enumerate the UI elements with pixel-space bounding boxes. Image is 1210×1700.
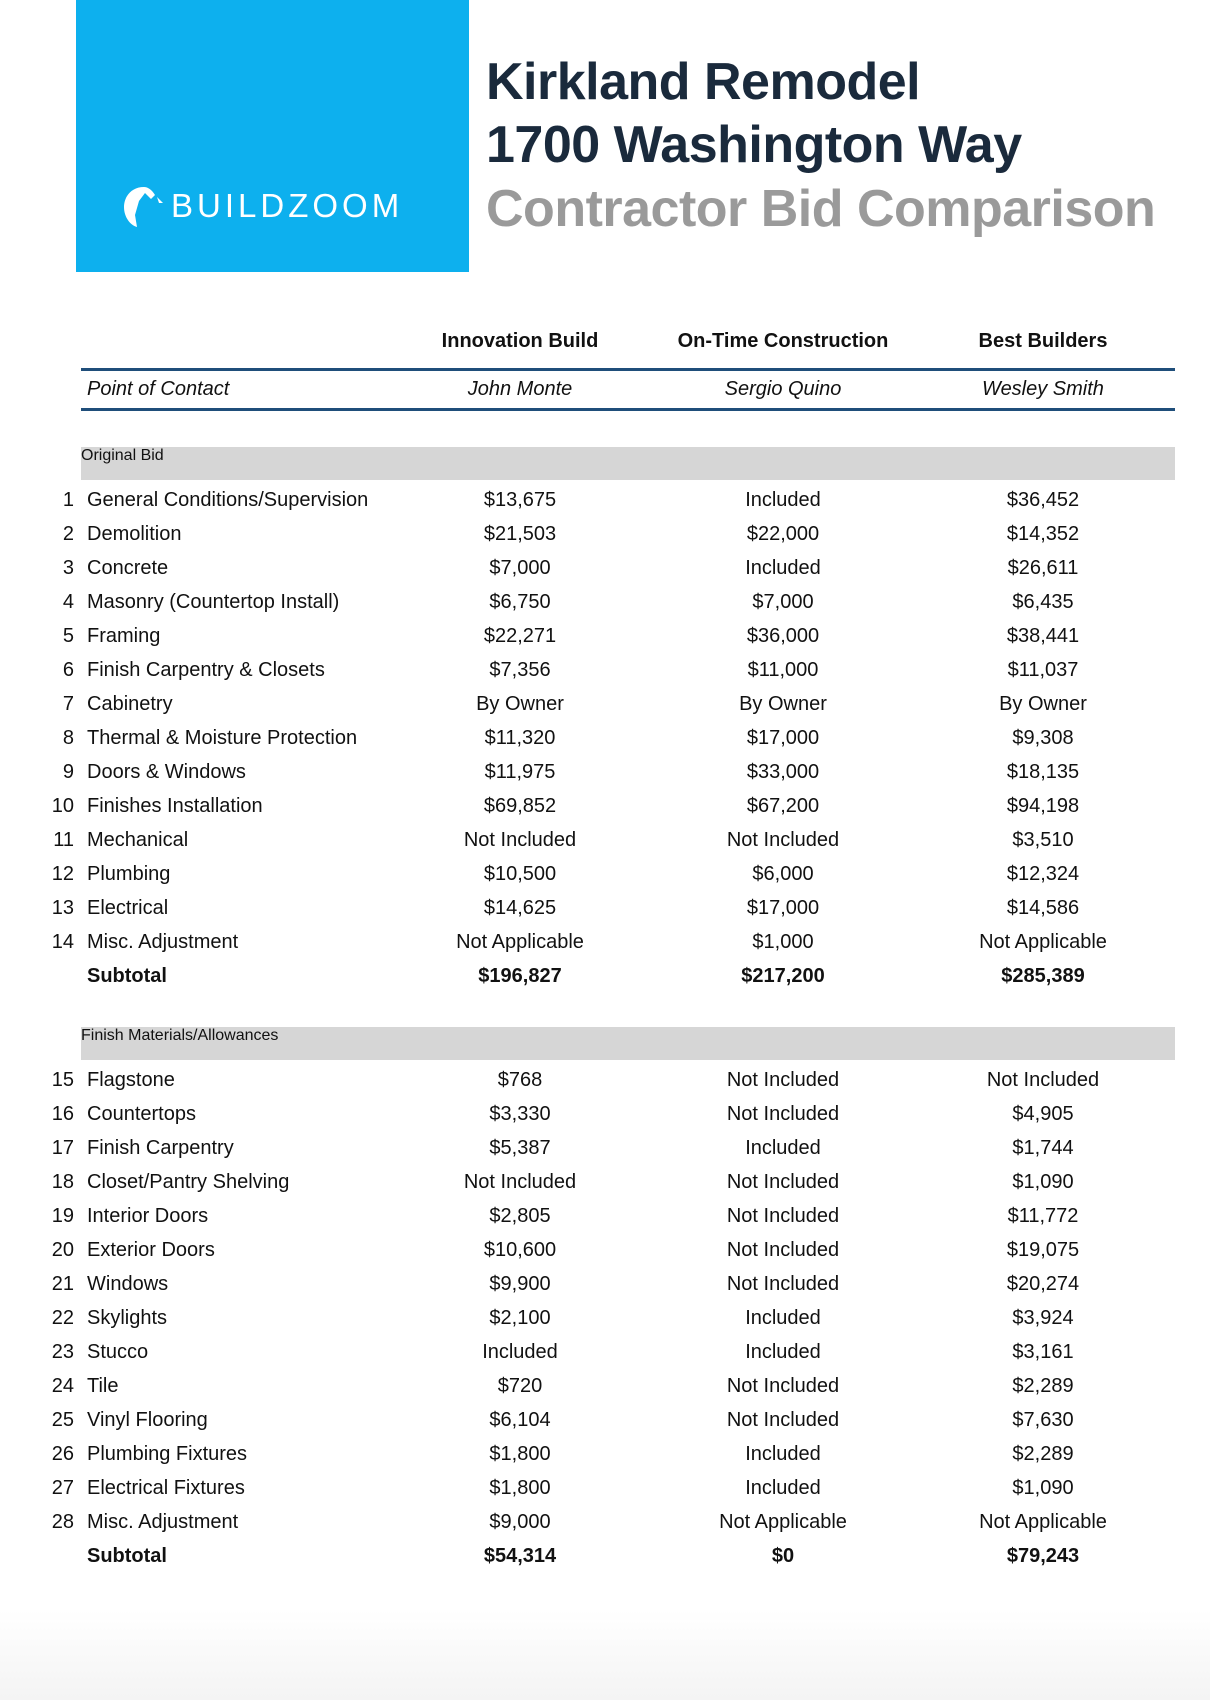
table-row — [0, 1301, 1210, 1335]
row-value-contractor-2: Not Included — [726, 1069, 840, 1091]
row-value-contractor-3: $3,924 — [1012, 1307, 1074, 1329]
row-value-contractor-3: $11,037 — [1007, 659, 1079, 681]
row-number: 10 — [51, 795, 74, 817]
row-value-contractor-2: Included — [745, 489, 821, 511]
header-rule-bottom — [81, 408, 1175, 411]
brand-logo-block — [76, 0, 469, 272]
row-value-contractor-3: $9,308 — [1012, 727, 1074, 749]
row-number: 14 — [51, 931, 74, 953]
row-label: Tile — [87, 1375, 119, 1397]
table-row — [0, 619, 1210, 653]
subtotal-contractor-2: $217,200 — [741, 965, 825, 987]
row-value-contractor-3: By Owner — [999, 693, 1087, 715]
row-value-contractor-3: $2,289 — [1012, 1443, 1074, 1465]
section-header — [81, 447, 1175, 480]
table-row — [0, 517, 1210, 551]
row-number: 15 — [51, 1069, 74, 1091]
row-value-contractor-3: $36,452 — [1006, 489, 1080, 511]
row-label: General Conditions/Supervision — [87, 489, 369, 511]
row-value-contractor-2: Not Included — [726, 1273, 840, 1295]
row-label: Countertops — [87, 1103, 196, 1125]
row-number: 28 — [51, 1511, 74, 1533]
table-row — [0, 1233, 1210, 1267]
table-row — [0, 891, 1210, 925]
row-value-contractor-1: $2,805 — [489, 1205, 551, 1227]
table-row — [0, 1505, 1210, 1539]
table-row — [0, 823, 1210, 857]
table-row — [0, 551, 1210, 585]
row-value-contractor-2: $7,000 — [752, 591, 814, 613]
row-label: Mechanical — [87, 829, 189, 851]
table-row — [0, 857, 1210, 891]
row-number: 12 — [51, 863, 74, 885]
table-row — [0, 925, 1210, 959]
row-label: Flagstone — [87, 1069, 175, 1091]
table-row — [0, 721, 1210, 755]
subtotal-row — [0, 959, 1210, 993]
row-value-contractor-3: $18,135 — [1006, 761, 1080, 783]
row-value-contractor-1: $6,104 — [489, 1409, 551, 1431]
project-title: Kirkland Remodel — [486, 53, 921, 111]
subtotal-contractor-2: $0 — [771, 1545, 795, 1567]
row-value-contractor-1: $5,387 — [489, 1137, 551, 1159]
table-row — [0, 789, 1210, 823]
row-value-contractor-1: $11,320 — [484, 727, 556, 749]
row-value-contractor-3: $3,161 — [1012, 1341, 1074, 1363]
table-row — [0, 483, 1210, 517]
row-value-contractor-3: $14,352 — [1006, 523, 1080, 545]
row-value-contractor-2: $22,000 — [746, 523, 820, 545]
row-value-contractor-2: Not Included — [726, 1171, 840, 1193]
row-number: 1 — [62, 489, 74, 511]
row-number: 5 — [62, 625, 74, 647]
contact-contractor-2: Sergio Quino — [724, 378, 842, 400]
row-value-contractor-1: Not Included — [463, 829, 577, 851]
row-number: 3 — [62, 557, 74, 579]
table-row — [0, 1471, 1210, 1505]
row-label: Misc. Adjustment — [87, 1511, 239, 1533]
row-value-contractor-3: $14,586 — [1006, 897, 1080, 919]
row-number: 20 — [51, 1239, 74, 1261]
row-value-contractor-2: Not Included — [726, 1409, 840, 1431]
table-row — [0, 585, 1210, 619]
row-value-contractor-3: $1,744 — [1012, 1137, 1074, 1159]
row-value-contractor-3: $3,510 — [1012, 829, 1074, 851]
row-value-contractor-1: $21,503 — [483, 523, 557, 545]
row-label: Demolition — [87, 523, 182, 545]
row-label: Finish Carpentry — [87, 1137, 234, 1159]
contact-contractor-3: Wesley Smith — [982, 378, 1104, 400]
row-value-contractor-1: $14,625 — [483, 897, 557, 919]
section-header — [81, 1027, 1175, 1060]
row-value-contractor-3: $6,435 — [1012, 591, 1074, 613]
subtotal-row — [0, 1539, 1210, 1573]
buildzoom-logo — [121, 183, 403, 229]
section-title: Original Bid — [81, 447, 164, 464]
subtotal-contractor-3: $79,243 — [1006, 1545, 1080, 1567]
row-value-contractor-3: $19,075 — [1006, 1239, 1080, 1261]
row-value-contractor-1: $3,330 — [489, 1103, 551, 1125]
row-value-contractor-1: $768 — [497, 1069, 543, 1091]
table-row — [0, 1267, 1210, 1301]
row-number: 13 — [51, 897, 74, 919]
header-rule-top — [81, 368, 1175, 371]
row-number: 2 — [62, 523, 74, 545]
row-value-contractor-2: Included — [745, 1137, 821, 1159]
row-value-contractor-2: Included — [745, 1307, 821, 1329]
row-value-contractor-1: $1,800 — [489, 1443, 551, 1465]
row-value-contractor-3: $12,324 — [1006, 863, 1080, 885]
row-label: Stucco — [87, 1341, 149, 1363]
row-value-contractor-1: $1,800 — [489, 1477, 551, 1499]
column-header-contractor-3: Best Builders — [978, 330, 1108, 352]
row-number: 25 — [51, 1409, 74, 1431]
row-value-contractor-3: Not Applicable — [979, 931, 1107, 953]
row-value-contractor-2: Not Applicable — [719, 1511, 847, 1533]
brand-name: BUILDZOOM — [171, 187, 404, 224]
row-value-contractor-3: $1,090 — [1012, 1171, 1074, 1193]
row-number: 16 — [51, 1103, 74, 1125]
row-value-contractor-1: $9,000 — [489, 1511, 551, 1533]
subtotal-label: Subtotal — [87, 965, 167, 987]
table-row — [0, 1097, 1210, 1131]
subtotal-contractor-3: $285,389 — [1001, 965, 1085, 987]
row-label: Cabinetry — [87, 693, 173, 715]
row-value-contractor-1: $2,100 — [489, 1307, 551, 1329]
row-value-contractor-1: $10,600 — [483, 1239, 557, 1261]
row-number: 24 — [51, 1375, 74, 1397]
table-row — [0, 1131, 1210, 1165]
row-value-contractor-1: $13,675 — [483, 489, 557, 511]
row-value-contractor-1: By Owner — [476, 693, 564, 715]
row-value-contractor-2: Included — [745, 557, 821, 579]
row-number: 27 — [51, 1477, 74, 1499]
row-number: 17 — [51, 1137, 74, 1159]
row-label: Concrete — [87, 557, 169, 579]
row-number: 21 — [51, 1273, 74, 1295]
row-label: Finishes Installation — [87, 795, 263, 817]
table-row — [0, 755, 1210, 789]
row-value-contractor-2: Not Included — [726, 1375, 840, 1397]
table-row — [0, 1369, 1210, 1403]
document-subtitle: Contractor Bid Comparison — [486, 180, 1156, 238]
row-value-contractor-2: $1,000 — [752, 931, 814, 953]
row-number: 22 — [51, 1307, 74, 1329]
point-of-contact-label: Point of Contact — [87, 378, 230, 400]
row-label: Doors & Windows — [87, 761, 246, 783]
row-value-contractor-2: $11,000 — [747, 659, 819, 681]
row-value-contractor-2: Not Included — [726, 1205, 840, 1227]
subtotal-label: Subtotal — [87, 1545, 167, 1567]
row-value-contractor-1: Not Applicable — [456, 931, 584, 953]
table-row — [0, 1437, 1210, 1471]
row-label: Finish Carpentry & Closets — [87, 659, 325, 681]
row-value-contractor-2: Not Included — [726, 1239, 840, 1261]
row-value-contractor-1: $6,750 — [489, 591, 551, 613]
row-label: Framing — [87, 625, 161, 647]
row-value-contractor-2: $67,200 — [746, 795, 820, 817]
row-label: Thermal & Moisture Protection — [87, 727, 358, 749]
row-number: 19 — [51, 1205, 74, 1227]
contact-contractor-1: John Monte — [467, 378, 573, 400]
row-value-contractor-1: Included — [482, 1341, 558, 1363]
table-row — [0, 1199, 1210, 1233]
row-label: Skylights — [87, 1307, 168, 1329]
row-label: Exterior Doors — [87, 1239, 215, 1261]
row-label: Plumbing Fixtures — [87, 1443, 248, 1465]
row-value-contractor-3: $2,289 — [1012, 1375, 1074, 1397]
row-value-contractor-1: $7,000 — [489, 557, 551, 579]
row-value-contractor-2: $36,000 — [746, 625, 820, 647]
table-row — [0, 1165, 1210, 1199]
row-value-contractor-1: $720 — [497, 1375, 543, 1397]
row-number: 6 — [62, 659, 74, 681]
row-value-contractor-1: $69,852 — [483, 795, 557, 817]
row-value-contractor-3: Not Applicable — [979, 1511, 1107, 1533]
subtotal-contractor-1: $196,827 — [478, 965, 562, 987]
column-header-contractor-2: On-Time Construction — [677, 330, 889, 352]
row-number: 7 — [62, 693, 74, 715]
row-number: 26 — [51, 1443, 74, 1465]
table-row — [0, 1335, 1210, 1369]
row-value-contractor-3: $7,630 — [1012, 1409, 1074, 1431]
row-value-contractor-1: $11,975 — [484, 761, 556, 783]
row-number: 4 — [62, 591, 74, 613]
row-label: Plumbing — [87, 863, 171, 885]
row-value-contractor-3: Not Included — [986, 1069, 1100, 1091]
subtotal-contractor-1: $54,314 — [483, 1545, 557, 1567]
row-value-contractor-1: $22,271 — [483, 625, 557, 647]
row-value-contractor-1: Not Included — [463, 1171, 577, 1193]
row-value-contractor-3: $4,905 — [1012, 1103, 1074, 1125]
row-value-contractor-2: By Owner — [739, 693, 827, 715]
section-title: Finish Materials/Allowances — [81, 1027, 279, 1044]
row-label: Masonry (Countertop Install) — [87, 591, 340, 613]
row-value-contractor-2: Included — [745, 1341, 821, 1363]
table-row — [0, 1063, 1210, 1097]
row-number: 23 — [51, 1341, 74, 1363]
row-value-contractor-2: $17,000 — [746, 897, 820, 919]
row-number: 8 — [62, 727, 74, 749]
page-bottom-shadow — [0, 1610, 1210, 1700]
row-value-contractor-1: $10,500 — [483, 863, 557, 885]
row-value-contractor-2: Not Included — [726, 829, 840, 851]
row-value-contractor-3: $38,441 — [1006, 625, 1080, 647]
row-value-contractor-1: $7,356 — [489, 659, 551, 681]
table-row — [0, 653, 1210, 687]
table-row — [0, 687, 1210, 721]
row-label: Electrical Fixtures — [87, 1477, 245, 1499]
project-address: 1700 Washington Way — [486, 116, 1022, 174]
row-value-contractor-3: $11,772 — [1007, 1205, 1079, 1227]
row-value-contractor-3: $26,611 — [1007, 557, 1079, 579]
row-value-contractor-2: Included — [745, 1443, 821, 1465]
row-value-contractor-1: $9,900 — [489, 1273, 551, 1295]
row-value-contractor-2: $6,000 — [752, 863, 814, 885]
row-value-contractor-3: $20,274 — [1006, 1273, 1080, 1295]
row-number: 11 — [53, 829, 74, 851]
row-value-contractor-2: $33,000 — [746, 761, 820, 783]
buildzoom-mark-icon — [121, 183, 167, 229]
table-row — [0, 1403, 1210, 1437]
row-value-contractor-3: $1,090 — [1012, 1477, 1074, 1499]
row-label: Interior Doors — [87, 1205, 209, 1227]
row-label: Windows — [87, 1273, 169, 1295]
row-value-contractor-2: Not Included — [726, 1103, 840, 1125]
row-label: Vinyl Flooring — [87, 1409, 208, 1431]
row-number: 18 — [51, 1171, 74, 1193]
row-number: 9 — [62, 761, 74, 783]
row-label: Closet/Pantry Shelving — [87, 1171, 290, 1193]
row-label: Misc. Adjustment — [87, 931, 239, 953]
row-value-contractor-2: $17,000 — [746, 727, 820, 749]
row-label: Electrical — [87, 897, 169, 919]
column-header-contractor-1: Innovation Build — [441, 330, 599, 352]
row-value-contractor-3: $94,198 — [1006, 795, 1080, 817]
row-value-contractor-2: Included — [745, 1477, 821, 1499]
